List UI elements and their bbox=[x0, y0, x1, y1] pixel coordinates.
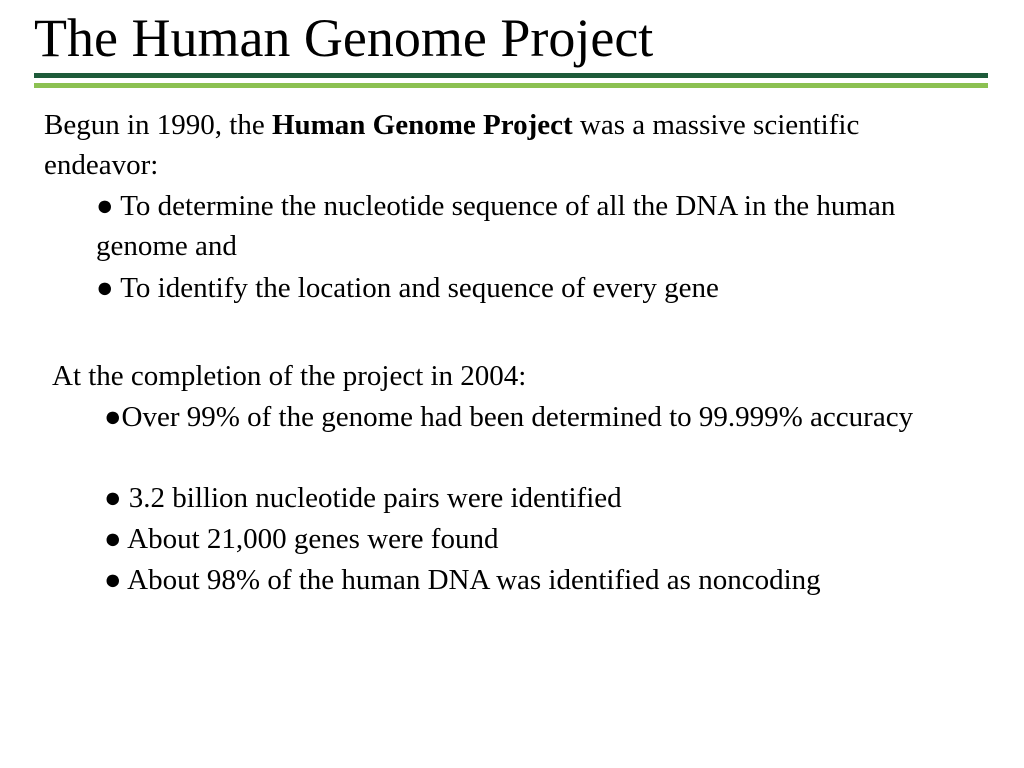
intro-tail: was a massive scientific endeavor: bbox=[44, 109, 860, 181]
slide-title: The Human Genome Project bbox=[34, 8, 654, 68]
completion-bullet-pairs: ● 3.2 billion nucleotide pairs were identified bbox=[104, 482, 622, 514]
title-rule-light bbox=[34, 83, 988, 88]
intro-bullet-genes: ● To identify the location and sequence of every gene bbox=[96, 272, 719, 304]
intro-lead: Begun in 1990, the bbox=[44, 109, 272, 141]
completion-bullet-accuracy: ●Over 99% of the genome had been determined to 99.999% accuracy bbox=[104, 401, 914, 433]
completion-heading: At the completion of the project in 2004: bbox=[52, 360, 527, 392]
intro-project-name: Human Genome Project bbox=[271, 109, 573, 141]
title-rule-dark bbox=[34, 73, 988, 78]
intro-bullet-sequence: ● To determine the nucleotide sequence of all the DNA in the human genome and bbox=[96, 190, 896, 262]
intro-paragraph bbox=[44, 105, 924, 185]
completion-bullet-genes-found: ● About 21,000 genes were found bbox=[104, 523, 499, 555]
completion-bullet-noncoding: ● About 98% of the human DNA was identified as noncoding bbox=[104, 564, 821, 596]
